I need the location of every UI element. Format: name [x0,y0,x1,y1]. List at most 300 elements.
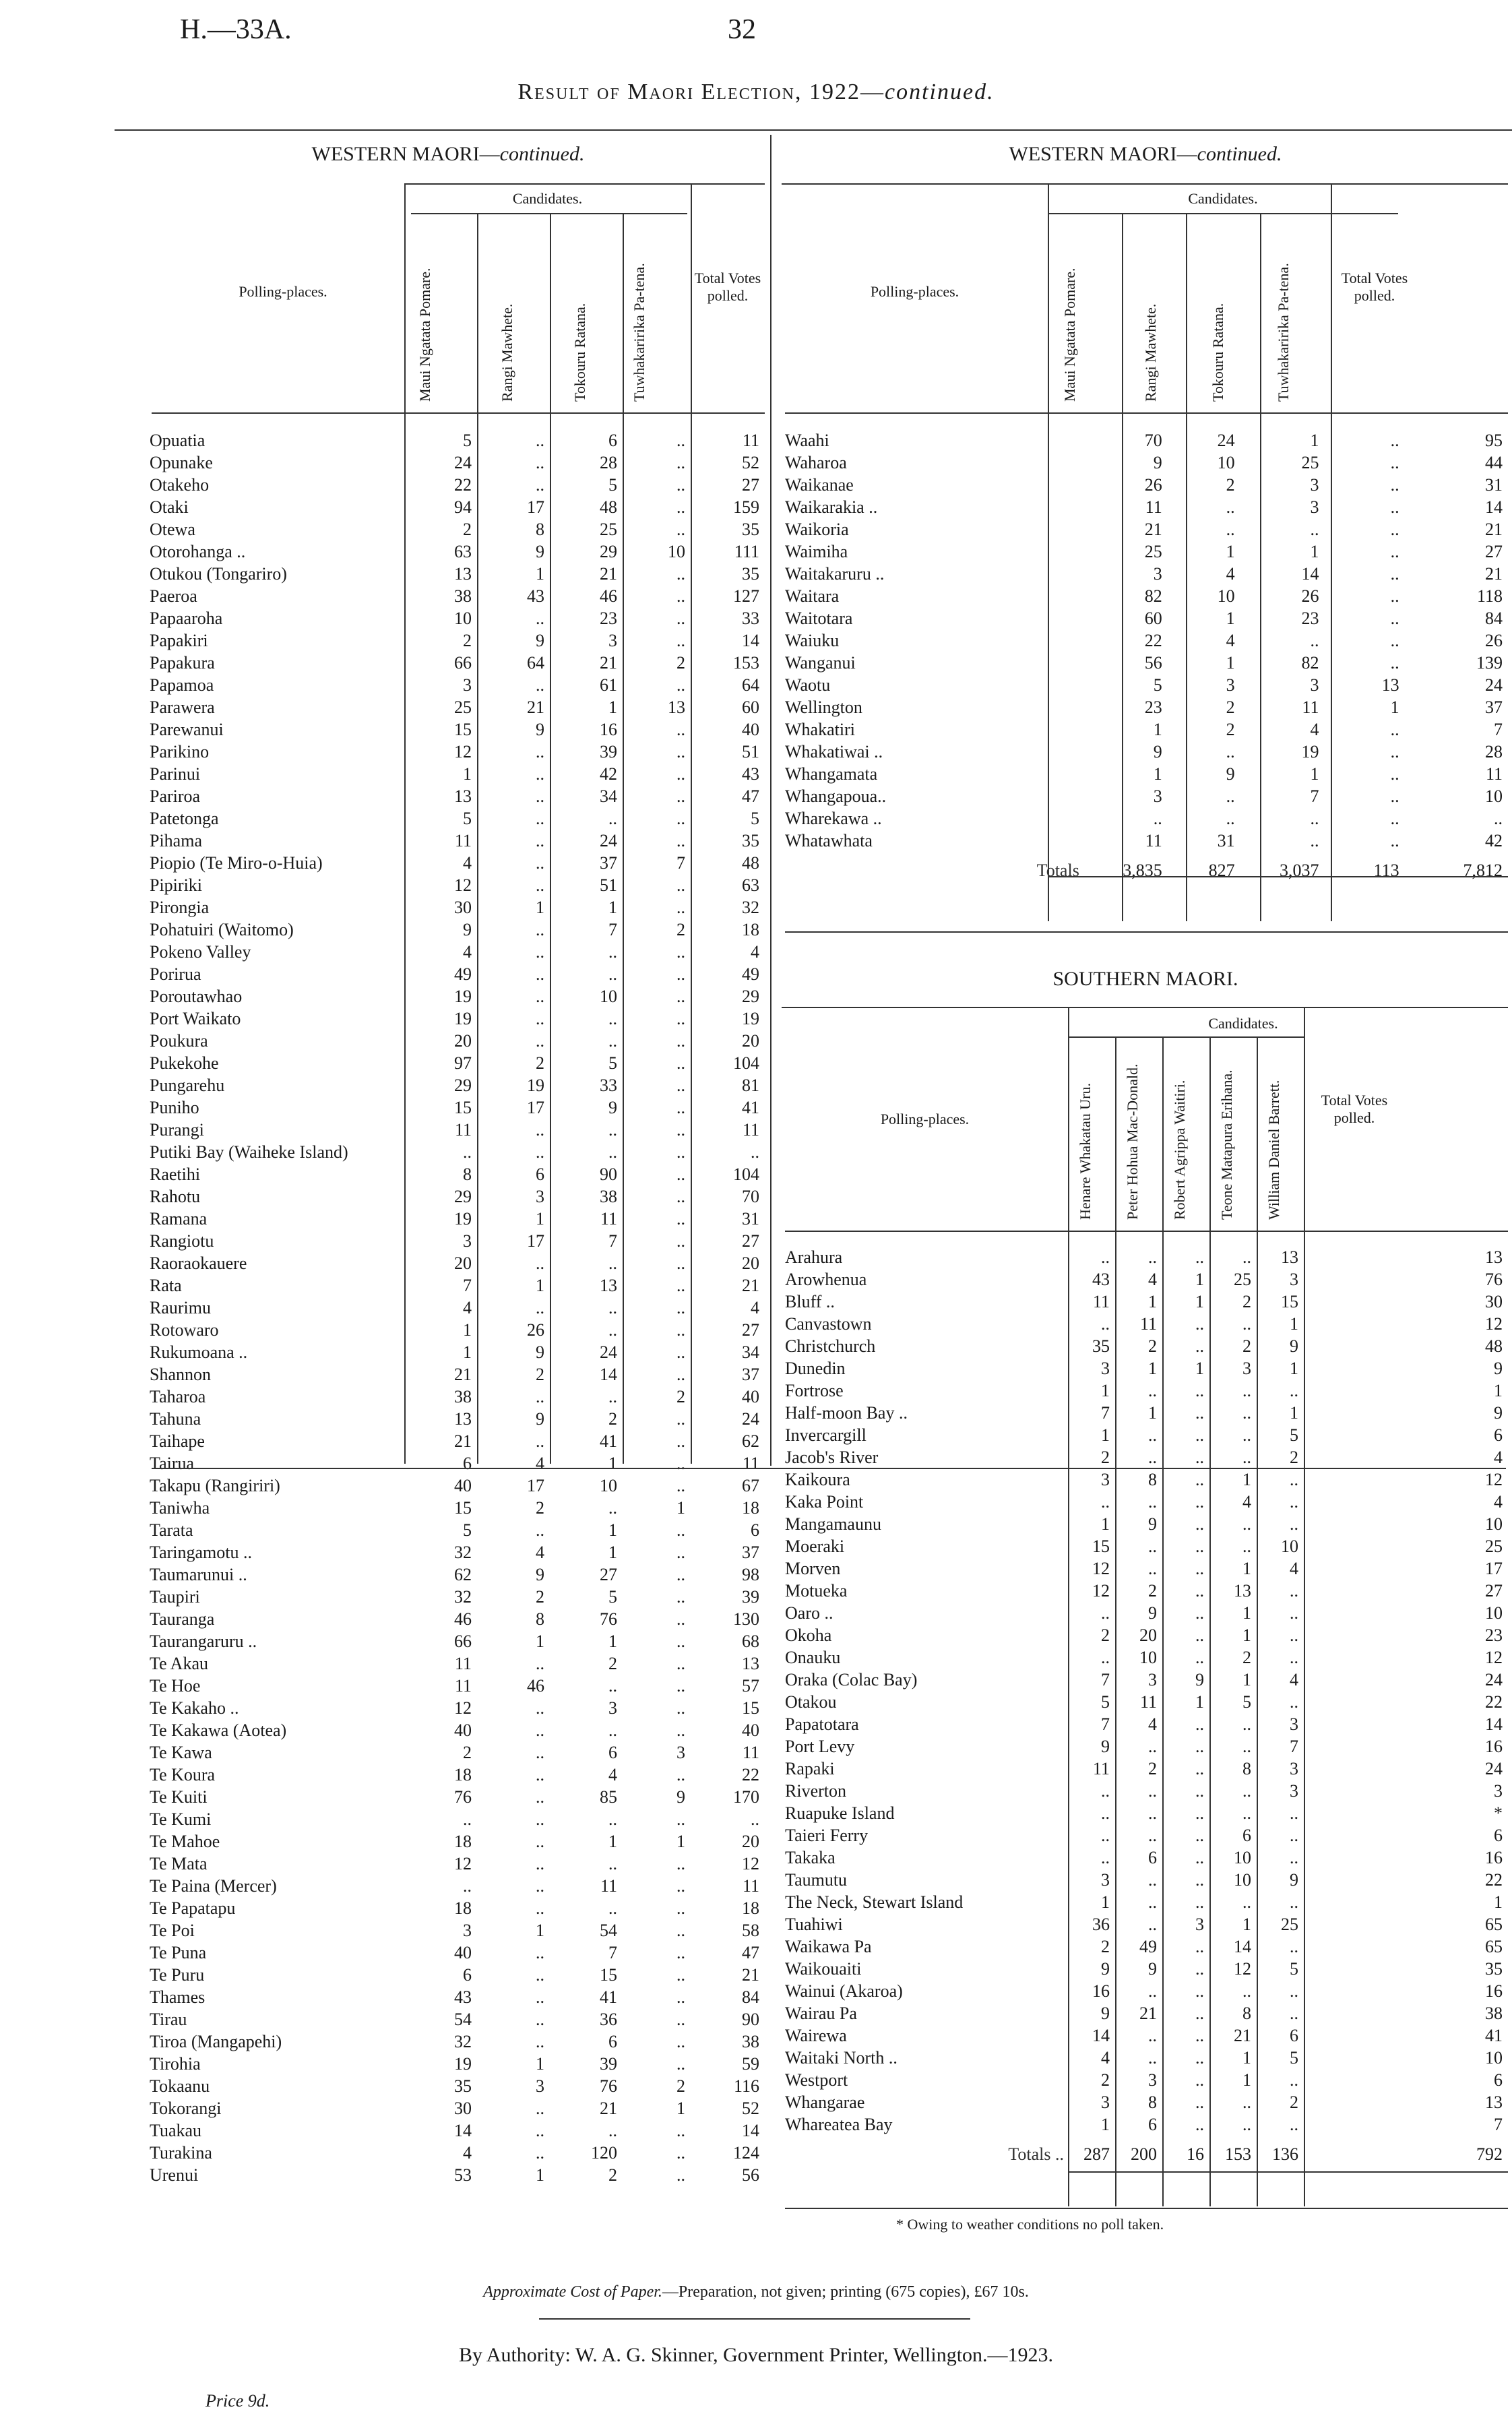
votes-cell: 11 [742,1743,759,1762]
votes-cell: .. [676,1209,685,1229]
votes-cell: .. [1148,1381,1157,1400]
votes-cell: .. [536,964,544,984]
votes-cell: 3 [536,2076,544,2096]
votes-cell: .. [1195,1737,1204,1756]
votes-cell: .. [536,1387,544,1406]
page-title [0,80,1512,105]
votes-cell: 70 [1144,431,1162,450]
votes-cell: .. [1148,2026,1157,2045]
votes-cell: 48 [600,497,617,517]
votes-cell: 4 [463,1298,472,1317]
votes-cell: 14 [454,2121,472,2140]
votes-cell: 1 [1494,1381,1503,1400]
table-row [785,718,1508,740]
southern-header-rule-bottom [785,1231,1508,1232]
page-title-suffix: continued. [885,80,995,104]
votes-cell: .. [676,2143,685,2163]
votes-cell: .. [1390,586,1399,606]
votes-cell: 1 [1310,542,1319,561]
right-polling-header: Polling-places. [870,283,959,300]
votes-cell: 21 [454,1431,472,1451]
votes-cell: 10 [668,542,685,561]
votes-cell: 35 [742,520,759,539]
votes-cell: .. [536,764,544,784]
votes-cell: 65 [1485,1915,1503,1934]
votes-cell: .. [676,1898,685,1918]
votes-cell: 14 [1485,497,1503,517]
votes-cell: 1 [1195,1692,1204,1712]
polling-place-cell: Pihama [150,831,202,850]
votes-cell: 35 [454,2076,472,2096]
table-row [150,851,765,873]
votes-cell: 3 [1153,786,1162,806]
votes-cell: .. [1242,2115,1251,2134]
table-row [150,829,765,851]
votes-cell: .. [676,2032,685,2051]
table-row [150,1830,765,1852]
votes-cell: 8 [463,1165,472,1184]
table-row [785,607,1508,629]
votes-cell: 6 [1290,2026,1298,2045]
votes-cell: .. [1290,1625,1298,1645]
votes-cell: 118 [1476,586,1503,606]
votes-cell: 10 [600,987,617,1006]
votes-cell: .. [536,431,544,450]
votes-cell: 1 [608,1632,617,1651]
polling-place-cell: Te Kakaho .. [150,1698,239,1718]
table-row [150,1741,765,1763]
votes-cell: 16 [600,720,617,739]
table-row [785,1868,1508,1890]
polling-place-cell: Te Kawa [150,1743,212,1762]
votes-cell: 1 [1310,431,1319,450]
votes-cell: 1 [1101,1381,1110,1400]
votes-cell: 1 [676,1832,685,1851]
votes-cell: .. [1290,1803,1298,1823]
votes-cell: .. [676,1676,685,1696]
votes-cell: 25 [1144,542,1162,561]
votes-cell: 53 [454,2165,472,2185]
votes-cell: .. [608,1253,617,1273]
votes-cell: 2 [676,1387,685,1406]
votes-cell: .. [1390,520,1399,539]
votes-cell: 62 [742,1431,759,1451]
polling-place-cell: Papakura [150,653,215,673]
cost-label: Approximate Cost of Paper. [483,2283,662,2301]
polling-place-cell: Rangiotu [150,1231,214,1251]
votes-cell: 29 [454,1076,472,1095]
votes-cell: 1 [1290,1403,1298,1423]
votes-cell: 9 [536,1565,544,1584]
votes-cell: 84 [742,1987,759,2007]
votes-cell: 11 [1302,697,1319,717]
votes-cell: 21 [1234,2026,1251,2045]
votes-cell: .. [1195,1870,1204,1890]
votes-cell: 1 [1226,542,1235,561]
votes-cell: .. [608,942,617,962]
table-row [785,1690,1508,1712]
polling-place-cell: Waikanae [785,475,854,495]
votes-cell: 32 [454,1543,472,1562]
votes-cell: .. [536,453,544,472]
votes-cell: .. [676,520,685,539]
polling-place-cell: Waiuku [785,631,840,650]
polling-place-cell: Pirongia [150,898,210,917]
left-cand-header-4: Tuwhakaririka Pa-tena. [631,263,648,402]
votes-cell: 3 [463,1231,472,1251]
table-row [785,629,1508,651]
votes-cell: 9 [1195,1670,1204,1689]
votes-cell: .. [676,720,685,739]
votes-cell: 19 [454,987,472,1006]
table-row [785,762,1508,784]
votes-cell: 153 [733,653,759,673]
southern-cand-header-1: Henare Whakatau Uru. [1077,1083,1094,1220]
votes-cell: .. [536,1743,544,1762]
table-row [150,1074,765,1096]
votes-cell: 18 [454,1898,472,1918]
table-row [785,784,1508,807]
polling-place-cell: Te Poi [150,1921,195,1940]
center-divider [770,135,771,1466]
table-row [150,1785,765,1807]
polling-place-cell: Tokorangi [150,2099,222,2118]
votes-cell: 21 [1485,564,1503,584]
votes-cell: 12 [1234,1959,1251,1979]
votes-cell: 12 [742,1854,759,1873]
votes-cell: .. [536,1943,544,1962]
votes-cell: 25 [1485,1537,1503,1556]
votes-cell: .. [676,1987,685,2007]
votes-cell: 19 [454,1209,472,1229]
votes-cell: 3 [1148,1670,1157,1689]
polling-place-cell: Rapaki [785,1759,835,1778]
polling-place-cell: Waimiha [785,542,848,561]
votes-cell: 30 [454,2099,472,2118]
votes-cell: 1 [1195,1270,1204,1289]
votes-cell: 19 [1301,742,1319,762]
table-row [785,2068,1508,2090]
votes-cell: 1 [1242,1625,1251,1645]
votes-cell: 10 [1217,453,1235,472]
table-row [150,1963,765,1985]
votes-cell: .. [676,1142,685,1162]
polling-place-cell: Moeraki [785,1537,845,1556]
votes-cell: .. [1195,1603,1204,1623]
votes-cell: 8 [1148,2092,1157,2112]
votes-cell: 5 [1153,675,1162,695]
votes-cell: .. [676,831,685,850]
right-results-table [785,429,1508,881]
votes-cell: .. [536,2099,544,2118]
table-row [785,1534,1508,1557]
votes-cell: 2 [1242,1292,1251,1311]
votes-cell: 10 [1217,586,1235,606]
votes-cell: 67 [742,1476,759,1495]
polling-place-cell: Raurimu [150,1298,211,1317]
table-row [150,1496,765,1518]
polling-place-cell: Oaro .. [785,1603,833,1623]
votes-cell: .. [1242,1714,1251,1734]
votes-cell: .. [676,1632,685,1651]
votes-cell: .. [676,1009,685,1028]
right-candidates-rule [1048,213,1398,214]
votes-cell: 4 [1310,720,1319,739]
votes-cell: 34 [600,786,617,806]
votes-cell: .. [1195,1492,1204,1512]
polling-place-cell: Arahura [785,1247,843,1267]
right-totals-rule [1048,876,1508,877]
polling-place-cell: Te Puna [150,1943,207,1962]
votes-cell: 2 [463,1743,472,1762]
votes-cell: 3 [463,1921,472,1940]
votes-cell: .. [1390,764,1399,784]
votes-cell: 15 [1092,1537,1110,1556]
votes-cell: 4 [536,1454,544,1473]
votes-cell: 9 [536,631,544,650]
table-row [150,1919,765,1941]
votes-cell: 3 [536,1187,544,1206]
table-row [150,1429,765,1452]
votes-cell: 19 [742,1009,759,1028]
votes-cell: 10 [1281,1537,1298,1556]
polling-place-cell: Urenui [150,2165,199,2185]
votes-cell: 12 [1092,1559,1110,1578]
votes-cell: .. [536,1298,544,1317]
votes-cell: .. [676,1120,685,1140]
table-row [785,673,1508,695]
votes-cell: 12 [454,875,472,895]
votes-cell: 1 [1242,1559,1251,1578]
votes-cell: .. [676,453,685,472]
votes-cell: 18 [742,1498,759,1518]
table-row [150,495,765,518]
votes-cell: 43 [454,1987,472,2007]
authority-line: By Authority: W. A. G. Skinner, Government Printer, Wellington.—1923. [458,2344,1054,2366]
votes-cell: .. [536,2121,544,2140]
votes-cell: .. [676,2010,685,2029]
table-row [150,1007,765,1029]
totals-cell: 3,037 [1279,861,1319,880]
votes-cell: 1 [536,1921,544,1940]
southern-cand-header-5: William Daniel Barrett. [1265,1080,1282,1220]
votes-cell: 2 [1242,1648,1251,1667]
totals-cell: 827 [1208,861,1235,880]
votes-cell: 8 [1148,1470,1157,1489]
votes-cell: .. [676,1765,685,1785]
votes-cell: 94 [454,497,472,517]
votes-cell: 82 [1301,653,1319,673]
polling-place-cell: Taharoa [150,1387,206,1406]
votes-cell: 2 [536,1365,544,1384]
votes-cell: .. [536,2143,544,2163]
votes-cell: .. [1390,609,1399,628]
votes-cell: 18 [742,920,759,939]
table-row [785,1357,1508,1379]
votes-cell: 1 [608,1520,617,1540]
votes-cell: 57 [742,1676,759,1696]
votes-cell: .. [1290,1826,1298,1845]
southern-candidates-rule [1068,1036,1304,1038]
votes-cell: 9 [1494,1403,1503,1423]
totals-cell: 3,835 [1123,861,1162,880]
votes-cell: 1 [608,697,617,717]
polling-place-cell: Fortrose [785,1381,844,1400]
votes-cell: 2 [676,920,685,939]
votes-cell: .. [1242,1737,1251,1756]
polling-place-cell: Waharoa [785,453,847,472]
votes-cell: .. [1242,1537,1251,1556]
left-polling-header: Polling-places. [239,283,327,300]
table-row [785,584,1508,607]
table-row [785,2002,1508,2024]
votes-cell: 27 [742,1320,759,1340]
votes-cell: .. [608,1009,617,1028]
table-row [785,1468,1508,1490]
votes-cell: 40 [454,1720,472,1740]
polling-place-cell: Papaaroha [150,609,223,628]
votes-cell: 1 [1153,720,1162,739]
votes-cell: .. [1390,653,1399,673]
votes-cell: 52 [742,2099,759,2118]
votes-cell: .. [536,1120,544,1140]
votes-cell: 11 [742,1120,759,1140]
votes-cell: 68 [742,1632,759,1651]
votes-cell: .. [1310,831,1319,850]
votes-cell: 4 [1226,564,1235,584]
polling-place-cell: Half-moon Bay .. [785,1403,908,1423]
page-title-text: Result of Maori Election, 1922— [517,80,885,104]
table-row [150,2030,765,2052]
votes-cell: .. [1195,1981,1204,2001]
votes-cell: 12 [1485,1470,1503,1489]
votes-cell: 2 [676,2076,685,2096]
votes-cell: .. [1290,2070,1298,2090]
right-cand-header-1: Maui Ngatata Pomare. [1061,268,1078,402]
polling-place-cell: Pipiriki [150,875,203,895]
votes-cell: .. [676,786,685,806]
votes-cell: 159 [733,497,759,517]
votes-cell: .. [751,1142,759,1162]
votes-cell: 7 [1101,1403,1110,1423]
votes-cell: .. [536,831,544,850]
southern-end-rule [785,2208,1508,2209]
votes-cell: 76 [600,2076,617,2096]
votes-cell: .. [676,964,685,984]
votes-cell: 40 [742,720,759,739]
votes-cell: 1 [1242,2070,1251,2090]
votes-cell: .. [1390,809,1399,828]
right-title-text: WESTERN MAORI— [1009,143,1197,165]
right-total-header: Total Votes polled. [1341,270,1408,304]
votes-cell: .. [1148,1537,1157,1556]
votes-cell: .. [1195,1803,1204,1823]
table-row [150,540,765,562]
polling-place-cell: Whareatea Bay [785,2115,893,2134]
table-row [150,1474,765,1496]
votes-cell: .. [536,1832,544,1851]
table-row [785,740,1508,762]
votes-cell: 4 [1494,1448,1503,1467]
votes-cell: 23 [1301,609,1319,628]
polling-place-cell: Parinui [150,764,201,784]
votes-cell: .. [1242,1892,1251,1912]
votes-cell: 3 [1101,2092,1110,2112]
votes-cell: 90 [742,2010,759,2029]
votes-cell: 60 [742,697,759,717]
polling-place-cell: Tirau [150,2010,187,2029]
votes-cell: .. [608,1854,617,1873]
polling-place-cell: Puniho [150,1098,199,1117]
polling-place-cell: Waikoria [785,520,849,539]
votes-cell: 1 [536,1276,544,1295]
totals-label: Totals [1036,861,1079,880]
votes-cell: .. [1290,1581,1298,1601]
votes-cell: .. [1101,1603,1110,1623]
votes-cell: .. [1290,2115,1298,2134]
votes-cell: 76 [454,1787,472,1807]
votes-cell: 41 [1485,2026,1503,2045]
votes-cell: 2 [1101,1625,1110,1645]
votes-cell: 5 [751,809,759,828]
polling-place-cell: Tiroa (Mangapehi) [150,2032,282,2051]
votes-cell: .. [1148,1247,1157,1267]
votes-cell: .. [1195,1848,1204,1867]
votes-cell: 40 [454,1943,472,1962]
votes-cell: 20 [742,1031,759,1051]
votes-cell: 9 [676,1787,685,1807]
votes-cell: 16 [1485,1848,1503,1867]
votes-cell: 10 [600,1476,617,1495]
polling-place-cell: Piopio (Te Miro-o-Huia) [150,853,323,873]
votes-cell: 18 [454,1832,472,1851]
votes-cell: .. [1195,1781,1204,1801]
votes-cell: 10 [1485,1603,1503,1623]
votes-cell: .. [1148,1870,1157,1890]
table-row [150,2141,765,2163]
table-row [150,1296,765,1318]
table-row [150,1229,765,1251]
polling-place-cell: Whakatiwai .. [785,742,883,762]
polling-place-cell: Tuahiwi [785,1915,843,1934]
right-header-rule-top [782,183,1508,185]
votes-cell: 5 [1290,2048,1298,2068]
polling-place-cell: Taumarunui .. [150,1565,247,1584]
votes-cell: .. [536,1720,544,1740]
votes-cell: 12 [454,1698,472,1718]
votes-cell: .. [676,742,685,762]
votes-cell: .. [1242,1314,1251,1334]
table-row [785,1423,1508,1446]
polling-place-cell: Riverton [785,1781,846,1801]
table-row [150,562,765,584]
votes-cell: .. [1195,1537,1204,1556]
votes-cell: 1 [536,898,544,917]
votes-cell: 170 [733,1787,759,1807]
votes-cell: 15 [454,1098,472,1117]
votes-cell: .. [536,1142,544,1162]
polling-place-cell: Port Levy [785,1737,855,1756]
votes-cell: 23 [600,609,617,628]
votes-cell: .. [1101,1314,1110,1334]
polling-place-cell: Invercargill [785,1425,867,1445]
votes-cell: 9 [1494,1359,1503,1378]
votes-cell: .. [1310,809,1319,828]
votes-cell: 6 [608,2032,617,2051]
votes-cell: 9 [536,1342,544,1362]
votes-cell: 3 [1101,1470,1110,1489]
right-cand-header-3: Tokouru Ratana. [1209,303,1226,402]
